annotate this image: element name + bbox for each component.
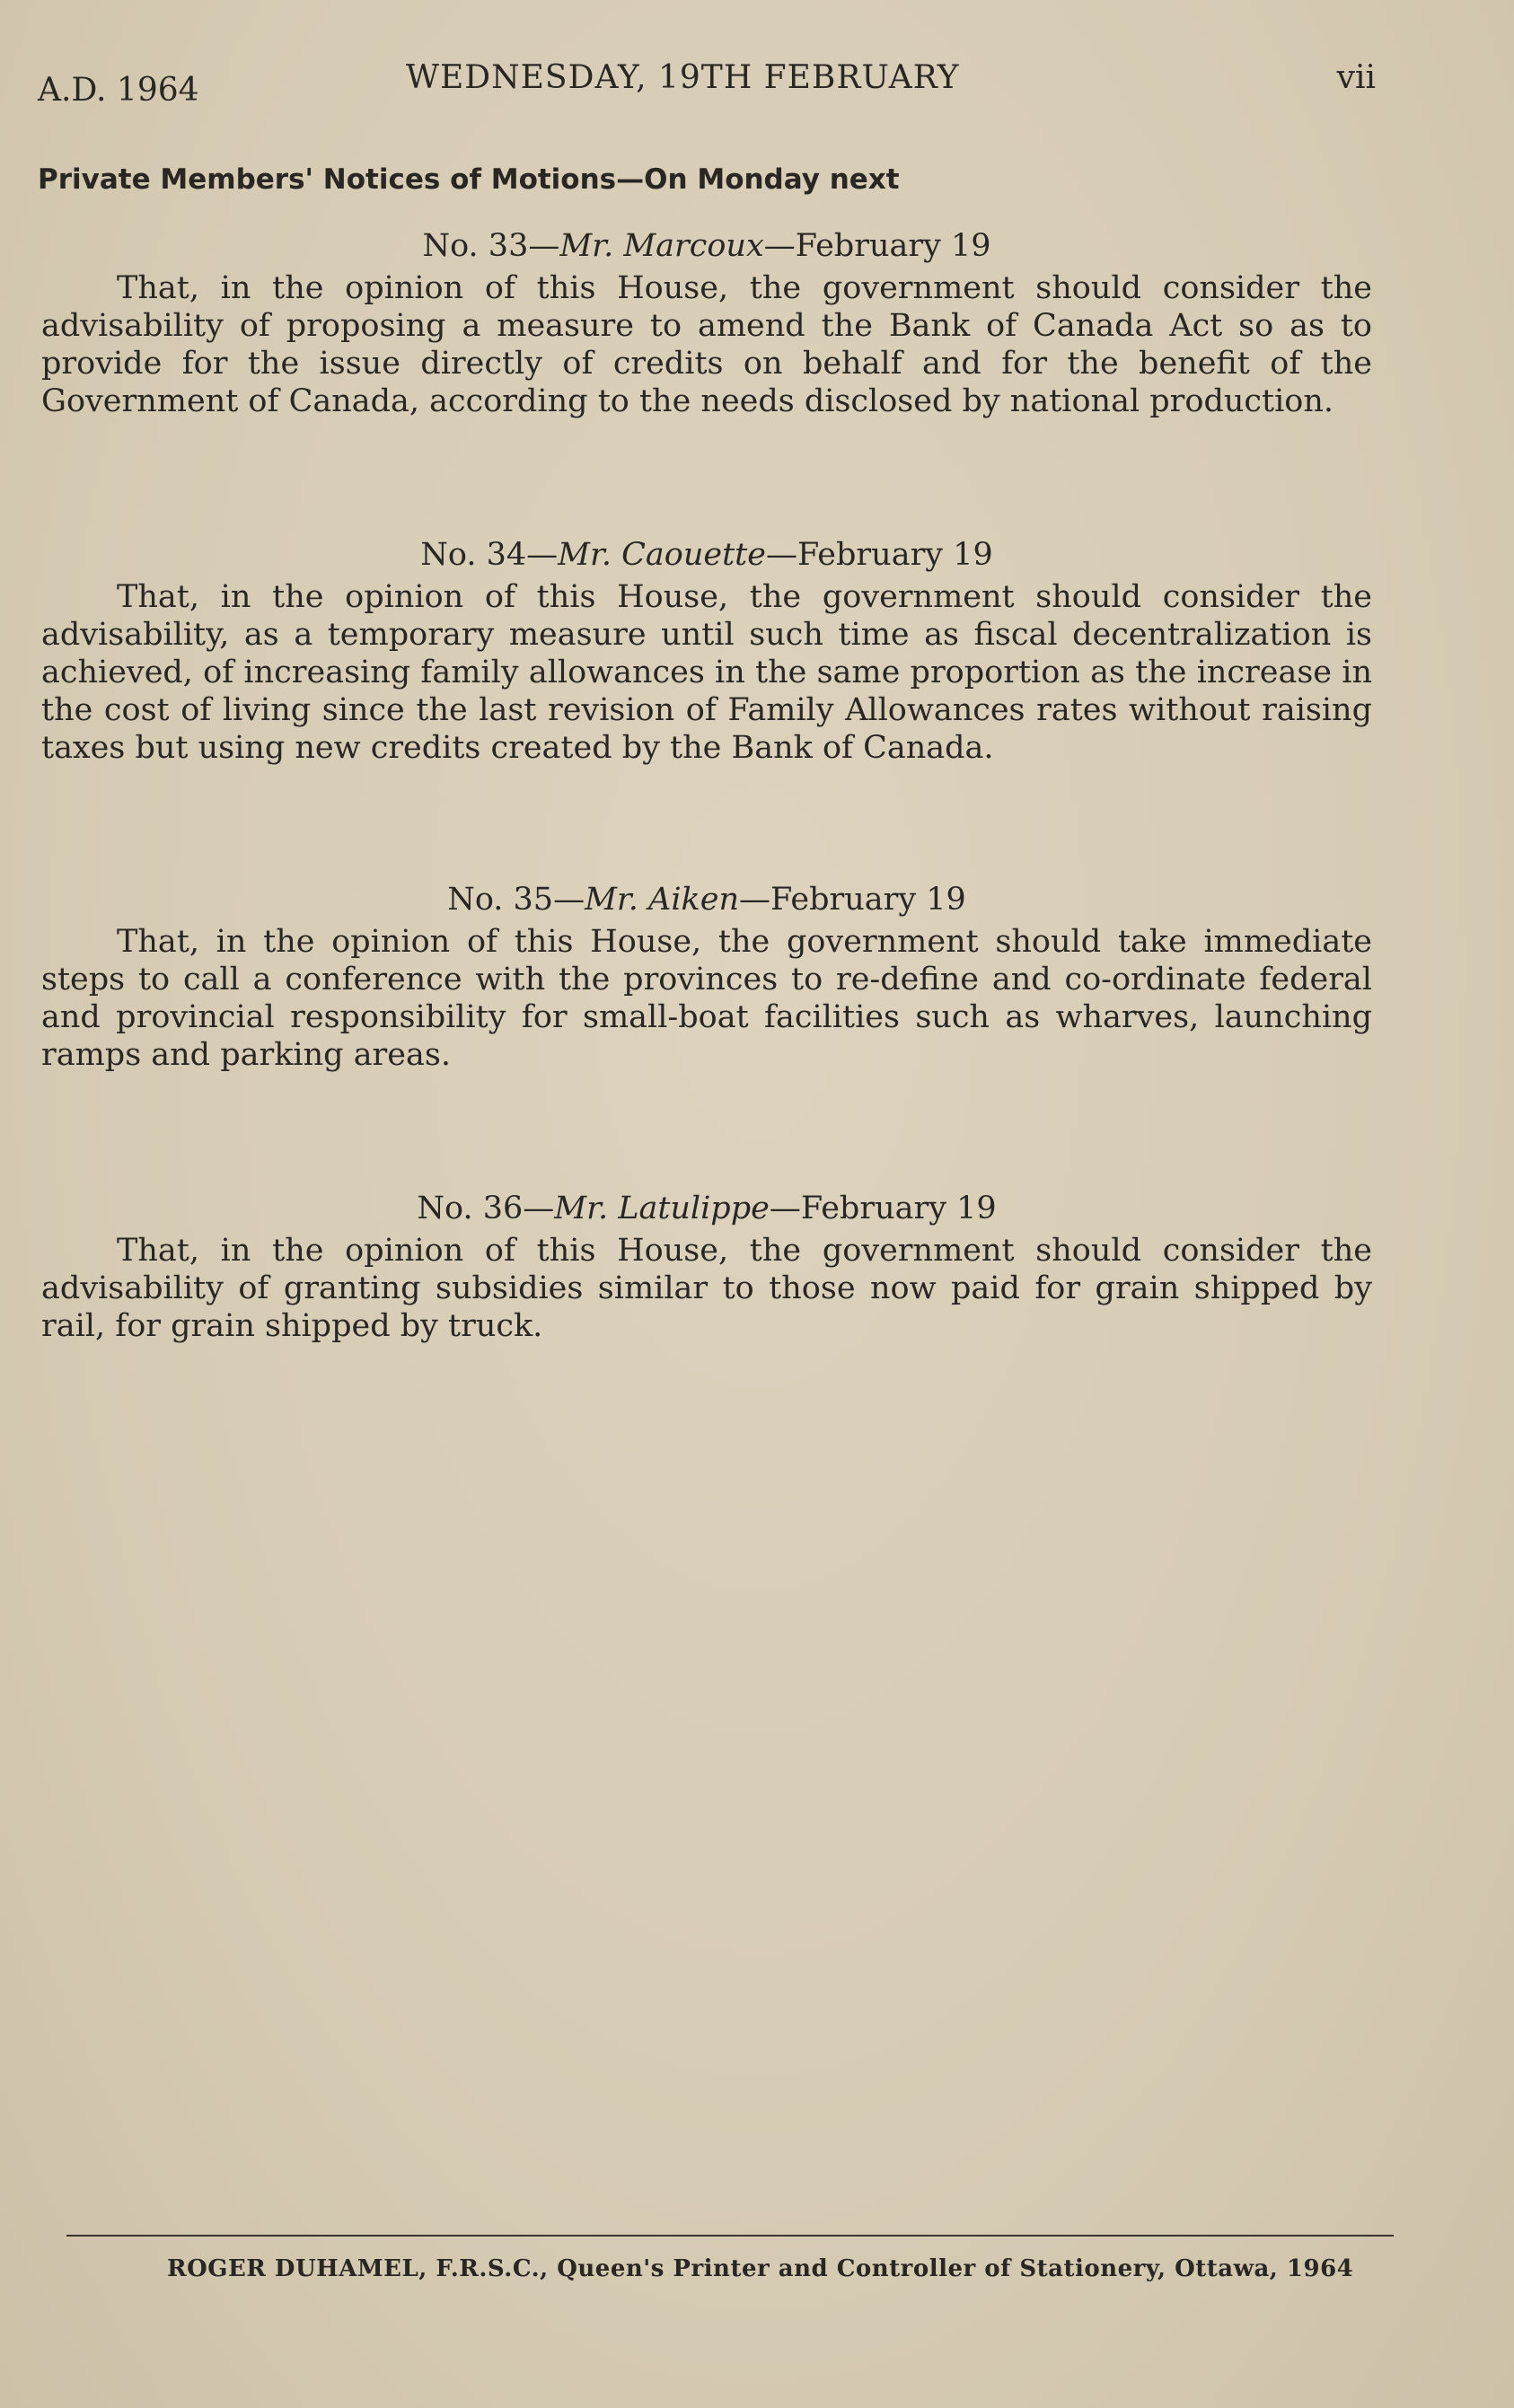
section-heading: Private Members' Notices of Motions—On Monday next <box>38 163 900 196</box>
motion-number: No. 36— <box>417 1191 555 1226</box>
motion-member: Mr. Aiken <box>585 882 739 918</box>
motion-33 <box>41 228 1372 420</box>
motion-35 <box>41 882 1372 1074</box>
motion-date: —February 19 <box>765 537 993 573</box>
motion-36 <box>41 1191 1372 1345</box>
motion-member: Mr. Caouette <box>558 537 766 573</box>
page-number: vii <box>1336 59 1376 96</box>
motion-number: No. 34— <box>420 537 559 573</box>
motion-text: That, in the opinion of this House, the government should consider the advisability of proposing a measure to amend the Bank of Canada Act so as to provide for the issue directly of credits on behalf and for the benefit of the Government of Canada, according to the needs disclosed by national production. <box>41 270 1372 419</box>
motion-member: Mr. Marcoux <box>559 228 764 264</box>
motion-34 <box>41 537 1372 767</box>
header-year: A.D. 1964 <box>38 72 199 109</box>
motion-text: That, in the opinion of this House, the government should consider the advisability of granting subsidies similar to those now paid for grain shipped by rail, for grain shipped by truck. <box>41 1233 1372 1344</box>
motion-date: —February 19 <box>739 882 966 918</box>
motion-title <box>41 882 1372 918</box>
motion-title <box>41 537 1372 573</box>
motion-date: —February 19 <box>763 228 991 264</box>
motion-date: —February 19 <box>769 1191 997 1226</box>
motion-number: No. 33— <box>422 228 560 264</box>
motion-title <box>41 228 1372 264</box>
motion-member: Mr. Latulippe <box>554 1191 770 1226</box>
motion-title <box>41 1191 1372 1226</box>
motion-text: That, in the opinion of this House, the government should consider the advisability, as a temporary measure until such time as fiscal decentralization is achieved, of increasing family allowances in the same proportion as the increase in the cost of living since the last revision of Family Allowances rates without raising taxes but using new credits created by the Bank of Canada. <box>41 579 1372 766</box>
footer-rule <box>66 2235 1394 2237</box>
motion-text: That, in the opinion of this House, the government should take immediate steps to call a conference with the provinces to re-define and co-ordinate federal and provincial responsibility for small-boat facilities such as wharves, launching ramps and parking areas. <box>41 924 1372 1073</box>
motion-number: No. 35— <box>447 882 585 918</box>
header-date: WEDNESDAY, 19TH FEBRUARY <box>406 59 960 96</box>
running-head <box>38 59 1376 109</box>
printer-imprint: ROGER DUHAMEL, F.R.S.C., Queen's Printer and Controller of Stationery, Ottawa, 1964 <box>167 2255 1354 2282</box>
